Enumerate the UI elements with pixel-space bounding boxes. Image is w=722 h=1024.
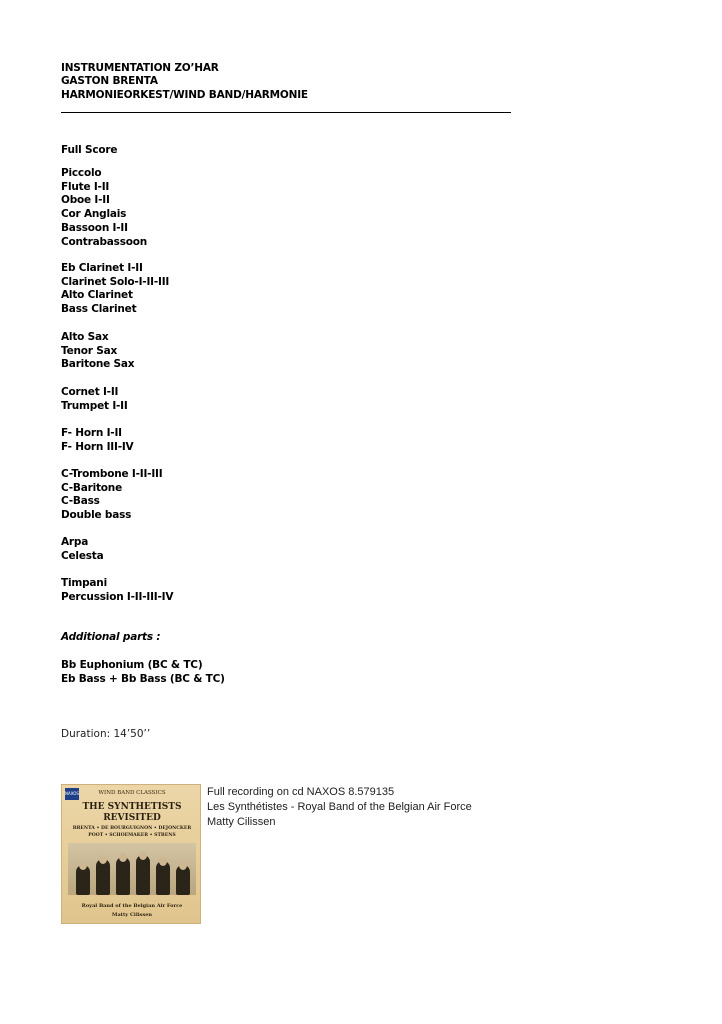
naxos-logo: NAXOS	[65, 788, 79, 800]
additional-part-item: Bb Euphonium (BC & TC)	[61, 659, 203, 671]
instrument-item: C-Baritone	[61, 481, 123, 494]
instrument-item: Eb Clarinet I-II	[61, 262, 143, 274]
instrument-item: Alto Sax	[61, 331, 109, 343]
instrument-item: Bass Clarinet	[61, 303, 137, 316]
cover-series: WIND BAND CLASSICS	[98, 790, 166, 796]
full-score-label: Full Score	[61, 144, 118, 156]
instrument-item: Baritone Sax	[61, 358, 135, 371]
cover-subtitle: REVISITED	[103, 813, 161, 823]
cover-band: Royal Band of the Belgian Air Force	[81, 903, 183, 909]
header-composer: GASTON BRENTA	[61, 75, 158, 87]
header-ensemble: HARMONIEORKEST/WIND BAND/HARMONIE	[61, 89, 308, 101]
additional-parts-heading: Additional parts :	[61, 631, 161, 643]
instrument-item: F- Horn I-II	[61, 427, 122, 439]
cover-composers: POOT • SCHOEMAKER • STRENS	[88, 833, 176, 838]
instrument-item: Bassoon I-II	[61, 221, 128, 234]
cover-title: THE SYNTHETISTS	[82, 802, 182, 812]
cover-composers: BRENTA • DE BOURGUIGNON • DEJONCKER	[72, 826, 192, 831]
header-title: INSTRUMENTATION ZO’HAR	[61, 62, 219, 74]
additional-part-item: Eb Bass + Bb Bass (BC & TC)	[61, 673, 225, 685]
instrument-item: Cornet I-II	[61, 386, 119, 398]
instrument-item: F- Horn III-IV	[61, 440, 134, 453]
instrument-item: Flute I-II	[61, 180, 110, 193]
instrument-item: C-Trombone I-II-III	[61, 468, 163, 480]
instrument-item: Tenor Sax	[61, 344, 118, 357]
recording-line: Les Synthétistes - Royal Band of the Belgian Air Force	[207, 801, 472, 813]
instrument-item: Percussion I-II-III-IV	[61, 590, 174, 603]
instrument-item: Trumpet I-II	[61, 399, 128, 412]
instrument-item: Double bass	[61, 509, 132, 522]
cover-conductor: Matty Cilissen	[111, 912, 153, 918]
instrument-item: Alto Clarinet	[61, 289, 133, 302]
instrument-item: C-Bass	[61, 495, 100, 508]
instrument-item: Oboe I-II	[61, 194, 110, 207]
cd-cover-image	[61, 784, 201, 924]
instrument-item: Clarinet Solo-I-II-III	[61, 275, 170, 288]
header-rule	[61, 112, 511, 113]
instrument-item: Celesta	[61, 549, 104, 562]
recording-line: Matty Cilissen	[207, 816, 276, 828]
duration-text: Duration: 14’50’’	[61, 728, 151, 740]
instrument-item: Contrabassoon	[61, 235, 148, 248]
instrument-item: Timpani	[61, 577, 107, 589]
recording-line: Full recording on cd NAXOS 8.579135	[207, 786, 395, 798]
instrument-item: Cor Anglais	[61, 208, 127, 221]
instrument-item: Arpa	[61, 536, 89, 548]
instrument-item: Piccolo	[61, 167, 102, 179]
cover-photo	[68, 843, 196, 895]
